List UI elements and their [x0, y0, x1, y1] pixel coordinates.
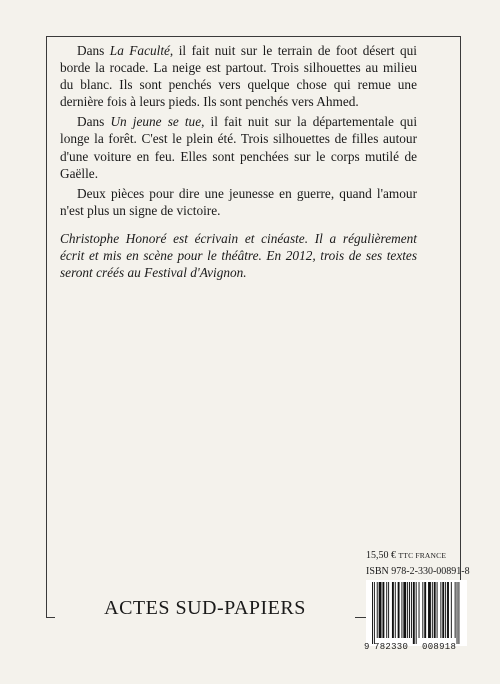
barcode-bar	[419, 582, 420, 638]
barcode-bar	[447, 582, 449, 638]
blurb-text: Dans	[77, 43, 110, 58]
author-bio: Christophe Honoré est écrivain et cinéaste. Il a régulièrement écrit et mis en scène pour le théâtre. En 2012, trois de ses textes seront créés au Festival d'Avignon.	[60, 230, 417, 281]
price-amount: 15,50 €	[366, 550, 396, 561]
barcode-bar	[382, 582, 384, 638]
barcode-bar	[411, 582, 412, 638]
barcode-bar	[409, 582, 410, 638]
barcode-bar	[386, 582, 387, 638]
blurb-paragraph-2	[60, 113, 417, 181]
barcode-bar	[377, 582, 378, 638]
barcode-bar	[432, 582, 433, 638]
barcode-bar	[388, 582, 389, 638]
barcode-digits-group-1: 782330	[374, 642, 409, 652]
barcode-bar	[374, 582, 375, 644]
price-label: TTC FRANCE	[398, 551, 447, 560]
barcode-bar	[458, 582, 459, 644]
barcode-bar	[422, 582, 423, 638]
blurb-paragraph-1	[60, 42, 417, 110]
barcode-bar	[442, 582, 444, 638]
barcode	[366, 580, 467, 646]
barcode-bar	[416, 582, 417, 644]
barcode-digits	[364, 642, 472, 652]
barcode-bar	[424, 582, 426, 638]
barcode-bar	[398, 582, 400, 638]
barcode-bar	[428, 582, 431, 638]
publisher-logo: ACTES SUD-PAPIERS	[55, 593, 355, 623]
barcode-bar	[445, 582, 446, 638]
play-title-la-faculte: La Faculté	[109, 43, 170, 58]
barcode-bar	[395, 582, 396, 638]
barcode-bar	[413, 582, 415, 644]
barcode-bar	[379, 582, 382, 638]
play-title-un-jeune-se-tue: Un jeune se tue	[110, 114, 202, 130]
barcode-bar	[372, 582, 373, 644]
barcode-bar	[392, 582, 394, 638]
barcode-bar	[407, 582, 408, 638]
barcode-bar	[455, 582, 456, 638]
price-info	[366, 548, 470, 580]
barcode-bar	[434, 582, 436, 638]
barcode-bar	[403, 582, 406, 638]
barcode-bar	[440, 582, 441, 638]
blurb-text: , il fait nuit sur le terrain de foot désert qui borde la rocade. La neige est partout. Trois silhouettes au milieu du blanc. Ils sont penchés vers quelque chose qui remue une dernière fois à leurs pieds. Ils sont penchés vers Ahmed.	[60, 43, 417, 110]
barcode-bar	[451, 582, 452, 638]
barcode-bar	[401, 582, 402, 638]
back-cover-blurb	[60, 42, 417, 281]
barcode-digits-group-2: 008918	[422, 642, 457, 652]
blurb-paragraph-3: Deux pièces pour dire une jeunesse en guerre, quand l'amour n'est plus un signe de victoire.	[60, 185, 417, 218]
isbn-line: ISBN 978-2-330-00891-8	[366, 566, 470, 577]
price-line	[366, 548, 470, 564]
blurb-text: Dans	[77, 114, 111, 130]
blurb-text: , il fait nuit sur la départementale qui longe la forêt. C'est le plein été. Trois silhouettes de filles autour d'une voiture en feu. Elles sont penchées sur le corps mutilé de Gaëlle.	[60, 114, 418, 181]
barcode-bar	[437, 582, 438, 638]
barcode-digit-first: 9	[364, 642, 370, 652]
barcode-bar	[457, 582, 458, 644]
